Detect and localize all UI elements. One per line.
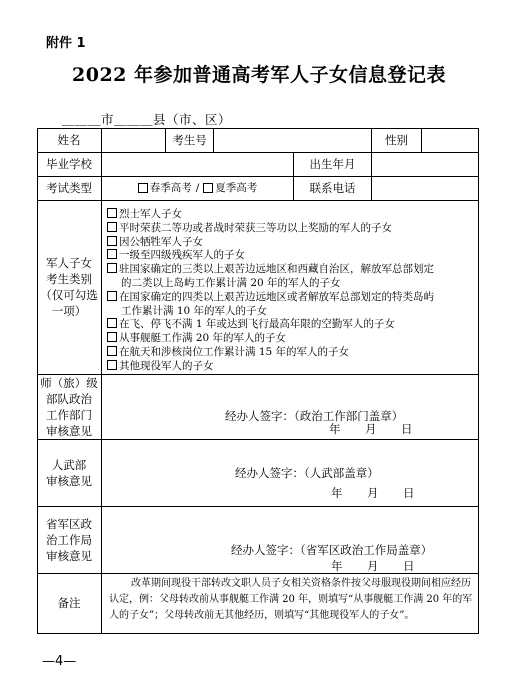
review-label-line: 人武部 bbox=[51, 457, 87, 472]
name-field[interactable] bbox=[102, 128, 165, 152]
category-label-line: 军人子女 bbox=[46, 256, 92, 270]
attachment-label: 附件 1 bbox=[46, 36, 86, 51]
division-signature-line[interactable]: 经办人签字：（政治工作部门盖章） bbox=[225, 409, 404, 423]
review-label-line: 治工作局 bbox=[46, 532, 92, 547]
checkbox-icon[interactable] bbox=[107, 208, 117, 218]
checkbox-icon[interactable] bbox=[107, 291, 117, 301]
option-text: 驻国家确定的三类以上艰苦边远地区和西藏自治区，解放军总部划定 bbox=[119, 263, 434, 276]
exam-type-label: 考试类型 bbox=[46, 180, 92, 195]
summer-exam-checkbox[interactable] bbox=[203, 183, 213, 193]
option-text: 在国家确定的四类以上艰苦边远地区或者解放军总部划定的特类岛屿 bbox=[119, 290, 434, 303]
gender-field[interactable] bbox=[422, 128, 478, 152]
option-text: 一级至四级残疾军人的子女 bbox=[119, 249, 245, 262]
armed-forces-signature-line[interactable]: 经办人签字：（人武部盖章） bbox=[235, 466, 379, 480]
option-text: 因公牺牲军人子女 bbox=[119, 235, 203, 248]
option-text: 在航天和涉核岗位工作累计满 15 年的军人的子女 bbox=[119, 345, 350, 358]
review-label-line: 省军区政 bbox=[46, 516, 92, 531]
option-duty-death[interactable] bbox=[107, 236, 475, 250]
review-label-line: 师（旅）级 bbox=[40, 375, 98, 390]
name-label: 姓名 bbox=[57, 132, 81, 147]
school-field[interactable] bbox=[102, 152, 293, 176]
armed-forces-review-label bbox=[37, 439, 101, 506]
category-label-line: （仅可勾选 bbox=[40, 288, 98, 302]
birth-field[interactable] bbox=[372, 152, 478, 176]
division-review-label bbox=[37, 374, 101, 439]
spring-exam-label: 春季高考 bbox=[149, 181, 192, 194]
division-date-line[interactable]: 年 月 日 bbox=[329, 422, 413, 436]
review-label-line: 审核意见 bbox=[46, 548, 92, 563]
checkbox-icon[interactable] bbox=[107, 263, 117, 273]
armed-forces-date-line[interactable]: 年 月 日 bbox=[331, 486, 415, 500]
option-naval-vessel[interactable] bbox=[107, 332, 475, 346]
category-options bbox=[107, 208, 475, 374]
option-remote-area-4[interactable] bbox=[107, 291, 475, 305]
checkbox-icon[interactable] bbox=[107, 249, 117, 259]
option-text: 在飞、停飞不满 1 年或达到飞行最高年限的空勤军人的子女 bbox=[119, 318, 395, 331]
checkbox-icon[interactable] bbox=[107, 332, 117, 342]
form-title: 2022 年参加普通高考军人子女信息登记表 bbox=[72, 64, 446, 86]
phone-label: 联系电话 bbox=[309, 180, 356, 195]
provincial-date-line[interactable]: 年 月 日 bbox=[331, 559, 415, 573]
checkbox-icon[interactable] bbox=[107, 318, 117, 328]
exam-type-separator: / bbox=[195, 181, 200, 194]
review-label-line: 审核意见 bbox=[46, 423, 92, 438]
option-text: 从事舰艇工作满 20 年的军人的子女 bbox=[119, 332, 287, 345]
exam-type-options bbox=[102, 176, 293, 200]
review-label-line: 工作部门 bbox=[46, 407, 92, 422]
phone-field[interactable] bbox=[372, 176, 478, 200]
option-text: 烈士军人子女 bbox=[119, 208, 182, 220]
option-continuation: 的二类以上岛屿工作累计满 20 年的军人的子女 bbox=[121, 276, 341, 289]
birth-label: 出生年月 bbox=[309, 156, 356, 171]
option-other-active[interactable] bbox=[107, 360, 475, 374]
review-label-line: 审核意见 bbox=[46, 473, 92, 488]
school-label: 毕业学校 bbox=[46, 156, 92, 171]
option-martyr[interactable] bbox=[107, 208, 475, 222]
page-number: —4— bbox=[42, 654, 77, 669]
option-disabled[interactable] bbox=[107, 249, 475, 263]
provincial-review-label bbox=[37, 506, 101, 573]
registration-form-table bbox=[37, 128, 479, 634]
provincial-signature-line[interactable]: 经办人签字：（省军区政治工作局盖章） bbox=[231, 543, 433, 557]
option-aircrew[interactable] bbox=[107, 318, 475, 332]
checkbox-icon[interactable] bbox=[107, 346, 117, 356]
option-merit[interactable] bbox=[107, 222, 475, 236]
option-text: 其他现役军人的子女 bbox=[119, 359, 214, 372]
category-label-line: 一项） bbox=[51, 304, 87, 318]
remark-label: 备注 bbox=[57, 595, 81, 610]
option-aerospace-nuclear[interactable] bbox=[107, 346, 475, 360]
checkbox-icon[interactable] bbox=[107, 222, 117, 232]
spring-exam-checkbox[interactable] bbox=[138, 183, 148, 193]
review-label-line: 部队政治 bbox=[46, 391, 92, 406]
gender-label: 性别 bbox=[385, 132, 408, 147]
category-label-line: 考生类别 bbox=[46, 272, 92, 286]
option-text: 平时荣获二等功或者战时荣获三等功以上奖励的军人的子女 bbox=[119, 221, 392, 234]
exam-number-field[interactable] bbox=[214, 128, 371, 152]
exam-number-label: 考生号 bbox=[172, 132, 207, 147]
remark-text: 改革期间现役干部转改文职人员子女相关资格条件按父母服现役期间相应经历认定，例：父母转改前从事舰艇工作满 20 年，则填写“从事舰艇工作满 20 年的军人的子女”；父母转改前无其他经历，则填写“其他现役军人的子女”。 bbox=[109, 578, 473, 621]
checkbox-icon[interactable] bbox=[107, 360, 117, 370]
option-remote-area-3[interactable] bbox=[107, 263, 475, 277]
region-line: ＿＿＿市＿＿＿县（市、区） bbox=[62, 112, 232, 127]
checkbox-icon[interactable] bbox=[107, 236, 117, 246]
summer-exam-label: 夏季高考 bbox=[215, 181, 258, 194]
option-continuation: 工作累计满 10 年的军人的子女 bbox=[121, 304, 268, 317]
category-label bbox=[37, 200, 101, 374]
